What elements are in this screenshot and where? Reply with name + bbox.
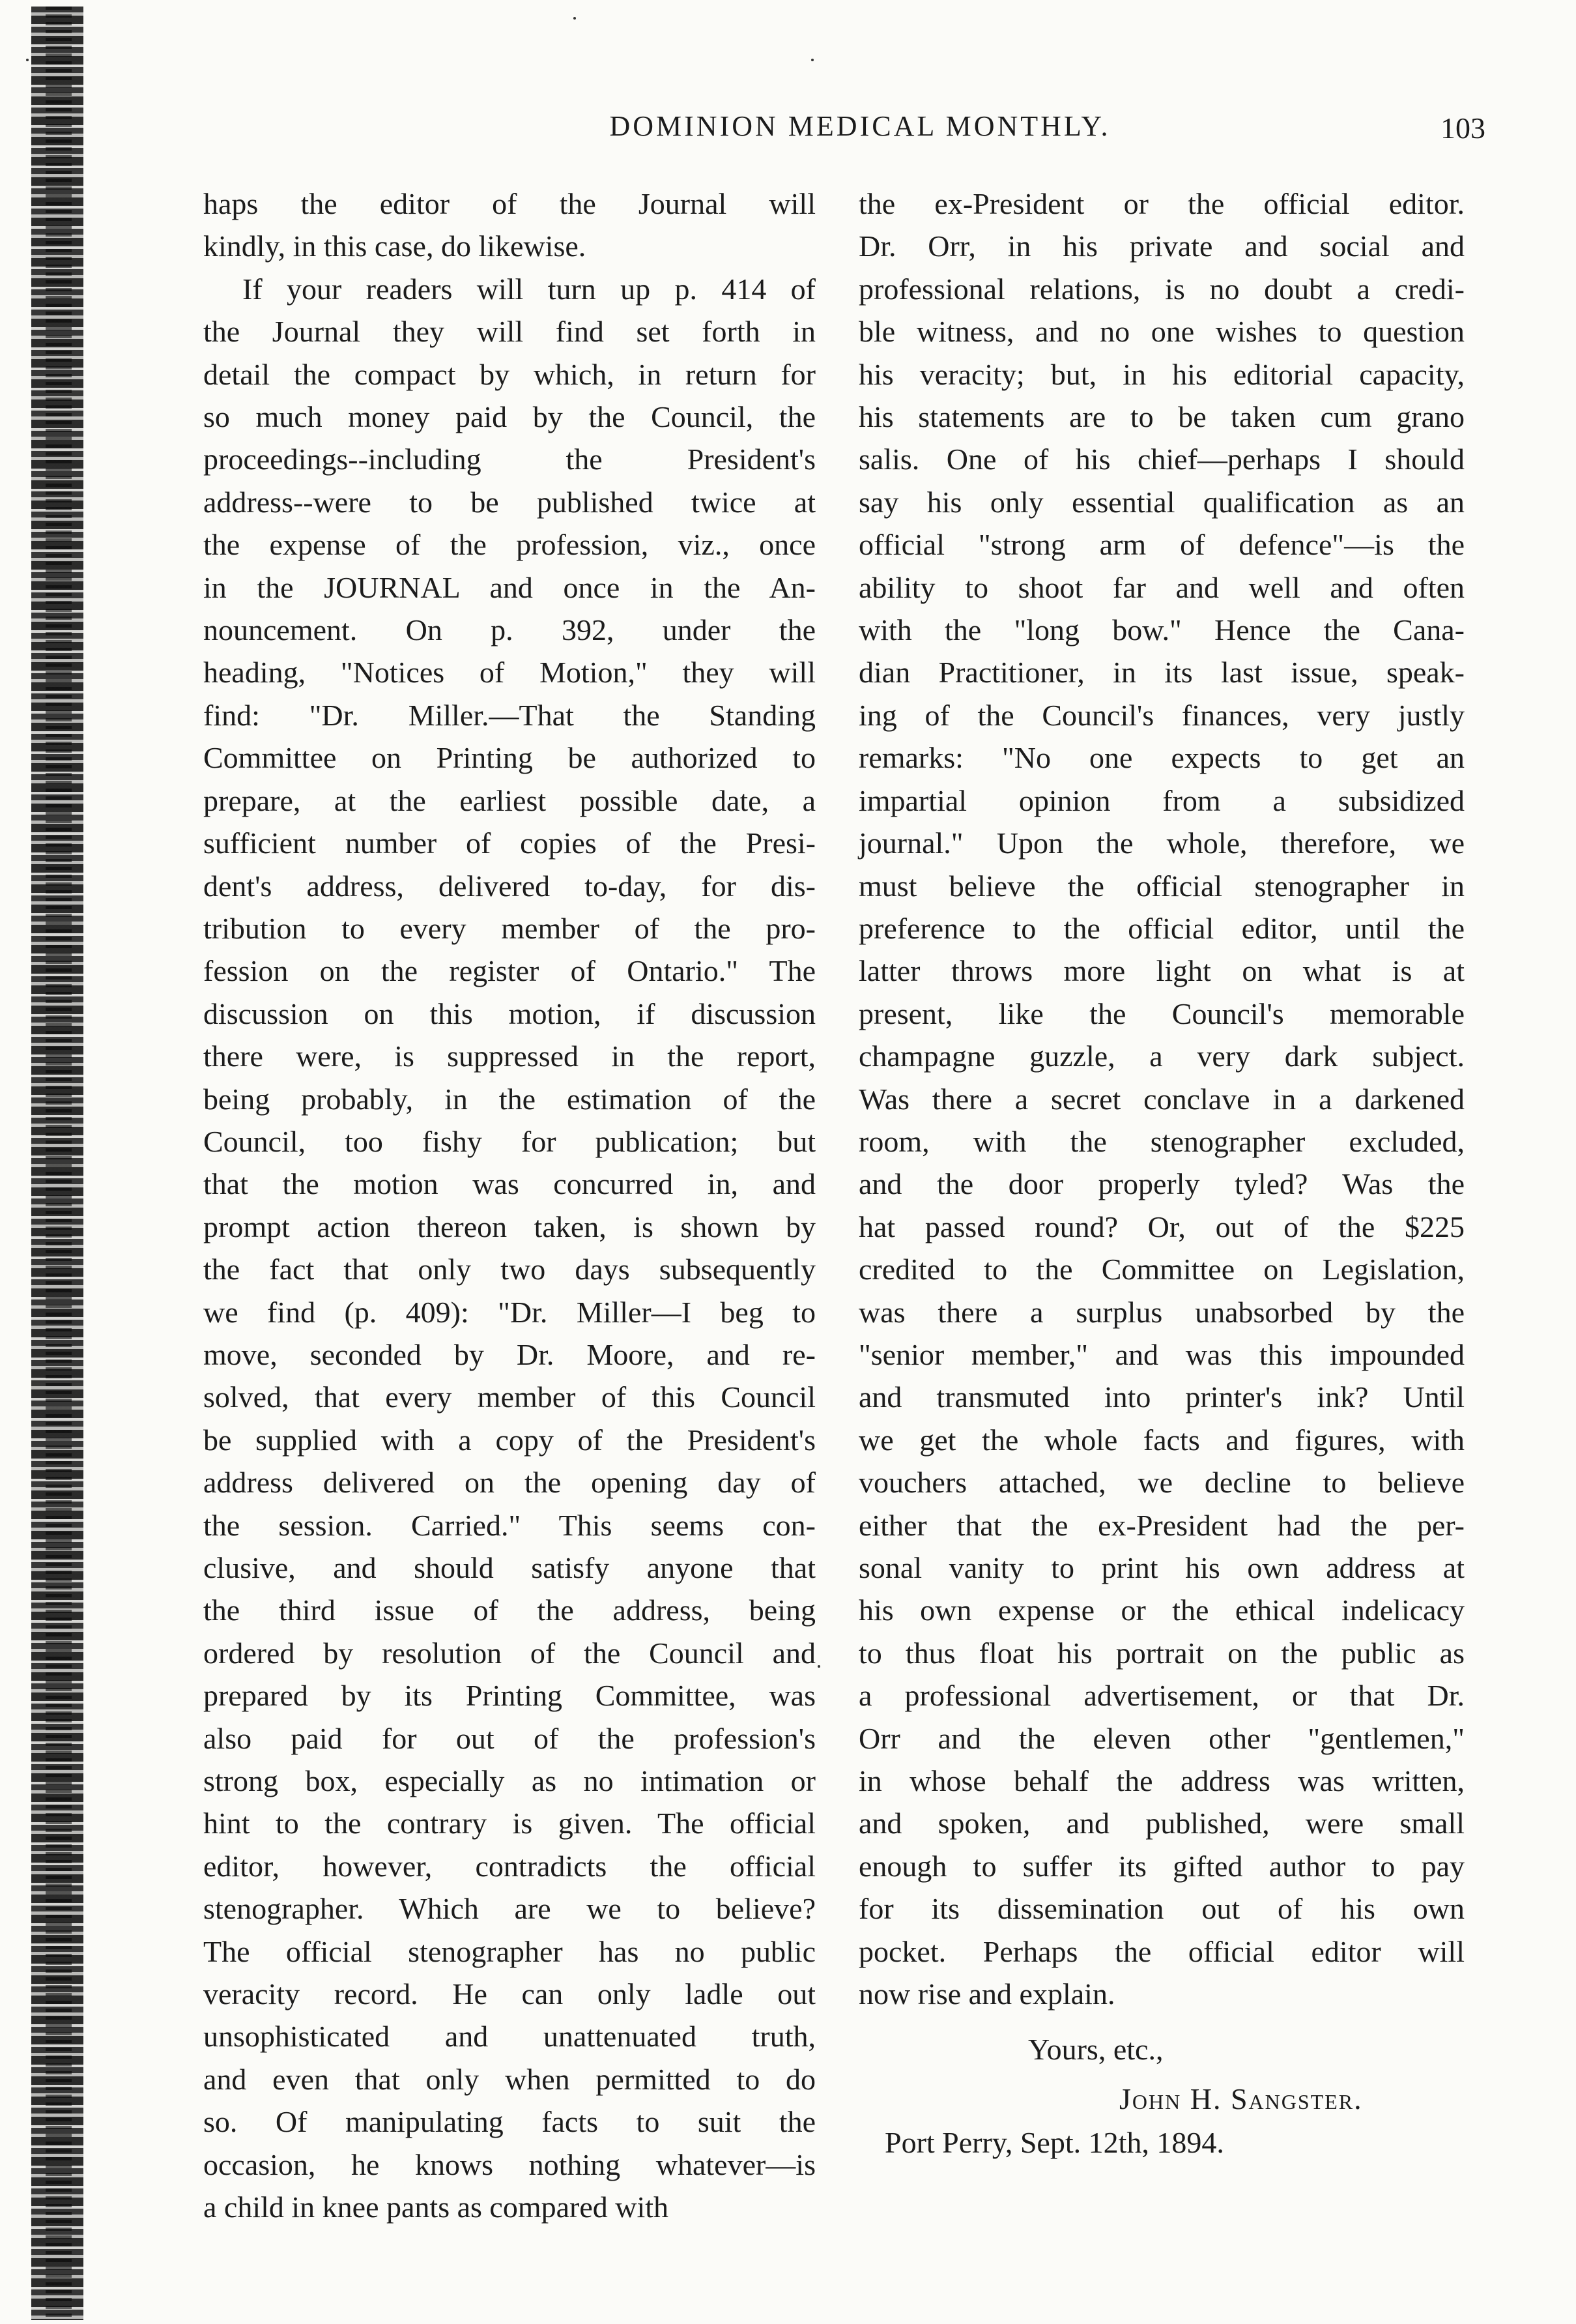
text-line: haps the editor of the Journal will — [203, 187, 816, 220]
text-line: so. Of manipulating facts to suit the — [203, 2105, 816, 2139]
text-line: address--were to be published twice at — [203, 485, 816, 519]
text-line: remarks: "No one expects to get an — [859, 741, 1465, 775]
text-line: credited to the Committee on Legislation, — [859, 1253, 1465, 1286]
text-line: present, like the Council's memorable — [859, 996, 1465, 1030]
text-line: vouchers attached, we decline to believe — [859, 1466, 1465, 1500]
text-line: for its dissemination out of his own — [859, 1892, 1465, 1926]
text-line: sonal vanity to print his own address at — [859, 1551, 1465, 1584]
text-line: must believe the official stenographer in — [859, 869, 1465, 903]
scan-speck — [26, 59, 29, 61]
text-line: the session. Carried." This seems con- — [203, 1508, 816, 1542]
text-line: Was there a secret conclave in a darkened — [859, 1082, 1465, 1116]
scan-speck — [573, 17, 576, 20]
scanned-binding-edge — [31, 7, 83, 2320]
text-line: being probably, in the estimation of the — [203, 1082, 816, 1116]
text-line: there were, is suppressed in the report, — [203, 1039, 816, 1073]
page-number: 103 — [1440, 111, 1485, 145]
scan-speck — [818, 1665, 820, 1668]
text-line: prepared by its Printing Committee, was — [203, 1679, 816, 1713]
right-column-text — [859, 182, 1465, 2015]
text-line: hint to the contrary is given. The official — [203, 1807, 816, 1840]
text-line: his veracity; but, in his editorial capacity, — [859, 357, 1465, 391]
text-line: sufficient number of copies of the Presi- — [203, 826, 816, 860]
text-line: was there a surplus unabsorbed by the — [859, 1295, 1465, 1329]
text-line: unsophisticated and unattenuated truth, — [203, 2020, 816, 2054]
text-line: veracity record. He can only ladle out — [203, 1977, 816, 2011]
text-line: stenographer. Which are we to believe? — [203, 1892, 816, 1926]
text-line: preference to the official editor, until the — [859, 911, 1465, 945]
text-line: and spoken, and published, were small — [859, 1807, 1465, 1840]
text-line: pocket. Perhaps the official editor will — [859, 1934, 1465, 1968]
text-line: now rise and explain. — [859, 1977, 1115, 2011]
text-line: Council, too fishy for publication; but — [203, 1124, 816, 1158]
letter-signoff — [859, 2028, 1465, 2164]
text-line: The official stenographer has no public — [203, 1934, 816, 1968]
text-line: dent's address, delivered to-day, for dis- — [203, 869, 816, 903]
text-line: ability to shoot far and well and often — [859, 570, 1465, 604]
text-line: occasion, he knows nothing whatever—is — [203, 2147, 816, 2181]
text-line: also paid for out of the profession's — [203, 1721, 816, 1755]
text-line: ble witness, and no one wishes to question — [859, 315, 1465, 349]
text-line: and even that only when permitted to do — [203, 2062, 816, 2096]
text-line: the fact that only two days subsequently — [203, 1253, 816, 1286]
text-line: journal." Upon the whole, therefore, we — [859, 826, 1465, 860]
text-line: discussion on this motion, if discussion — [203, 996, 816, 1030]
text-line: salis. One of his chief—perhaps I should — [859, 443, 1465, 476]
text-line: fession on the register of Ontario." The — [203, 954, 816, 988]
text-line: prepare, at the earliest possible date, a — [203, 783, 816, 817]
text-line: tribution to every member of the pro- — [203, 911, 816, 945]
text-line: clusive, and should satisfy anyone that — [203, 1551, 816, 1584]
text-line: find: "Dr. Miller.—That the Standing — [203, 698, 816, 732]
text-line: Dr. Orr, in his private and social and — [859, 229, 1465, 263]
text-line: with the "long bow." Hence the Cana- — [859, 613, 1465, 647]
text-line: editor, however, contradicts the official — [203, 1849, 816, 1883]
text-line: in whose behalf the address was written, — [859, 1764, 1465, 1798]
text-line: "senior member," and was this impounded — [859, 1337, 1465, 1371]
text-line: nouncement. On p. 392, under the — [203, 613, 816, 647]
closing-salutation: Yours, etc., — [1028, 2033, 1164, 2067]
signature: John H. Sangster. — [1119, 2082, 1363, 2115]
text-line: kindly, in this case, do likewise. — [203, 229, 586, 263]
text-line: room, with the stenographer excluded, — [859, 1124, 1465, 1158]
text-line: prompt action thereon taken, is shown by — [203, 1210, 816, 1243]
text-line: the ex-President or the official editor. — [859, 187, 1465, 220]
text-line: proceedings--including the President's — [203, 443, 816, 476]
text-line: the expense of the profession, viz., once — [203, 528, 816, 562]
text-line: either that the ex-President had the per- — [859, 1508, 1465, 1542]
text-line: his statements are to be taken cum grano — [859, 400, 1465, 434]
text-line: solved, that every member of this Council — [203, 1380, 816, 1414]
scan-speck — [811, 59, 814, 61]
text-line: official "strong arm of defence"—is the — [859, 528, 1465, 562]
text-line: Committee on Printing be authorized to — [203, 741, 816, 775]
text-line: champagne guzzle, a very dark subject. — [859, 1039, 1465, 1073]
text-line: hat passed round? Or, out of the $225 — [859, 1210, 1465, 1243]
text-line: Orr and the eleven other "gentlemen," — [859, 1721, 1465, 1755]
text-line: heading, "Notices of Motion," they will — [203, 656, 816, 690]
text-line: ordered by resolution of the Council and — [203, 1636, 816, 1670]
text-line: a professional advertisement, or that Dr. — [859, 1679, 1465, 1713]
right-column — [859, 182, 1465, 2164]
text-line: enough to suffer its gifted author to pay — [859, 1849, 1465, 1883]
text-line: ing of the Council's finances, very justly — [859, 698, 1465, 732]
text-line: so much money paid by the Council, the — [203, 400, 816, 434]
text-line: impartial opinion from a subsidized — [859, 783, 1465, 817]
text-line: and the door properly tyled? Was the — [859, 1167, 1465, 1201]
text-line: and transmuted into printer's ink? Until — [859, 1380, 1465, 1414]
text-line: the third issue of the address, being — [203, 1593, 816, 1627]
text-line: a child in knee pants as compared with — [203, 2190, 669, 2224]
text-line: dian Practitioner, in its last issue, speak- — [859, 656, 1465, 690]
text-line: we find (p. 409): "Dr. Miller—I beg to — [203, 1295, 816, 1329]
text-line: in the JOURNAL and once in the An- — [203, 570, 816, 604]
text-line: say his only essential qualification as an — [859, 485, 1465, 519]
text-line: If your readers will turn up p. 414 of — [242, 272, 816, 306]
text-line: that the motion was concurred in, and — [203, 1167, 816, 1201]
text-line: to thus float his portrait on the public as — [859, 1636, 1465, 1670]
text-line: strong box, especially as no intimation or — [203, 1764, 816, 1798]
text-line: latter throws more light on what is at — [859, 954, 1465, 988]
text-line: we get the whole facts and figures, with — [859, 1423, 1465, 1457]
text-line: move, seconded by Dr. Moore, and re- — [203, 1337, 816, 1371]
text-line: address delivered on the opening day of — [203, 1466, 816, 1500]
text-line: be supplied with a copy of the President's — [203, 1423, 816, 1457]
text-line: his own expense or the ethical indelicacy — [859, 1593, 1465, 1627]
running-head: DOMINION MEDICAL MONTHLY. — [609, 110, 1111, 142]
left-column — [203, 182, 816, 2229]
text-line: detail the compact by which, in return for — [203, 357, 816, 391]
text-line: the Journal they will find set forth in — [203, 315, 816, 349]
place-and-date: Port Perry, Sept. 12th, 1894. — [885, 2126, 1224, 2160]
text-line: professional relations, is no doubt a credi- — [859, 272, 1465, 306]
